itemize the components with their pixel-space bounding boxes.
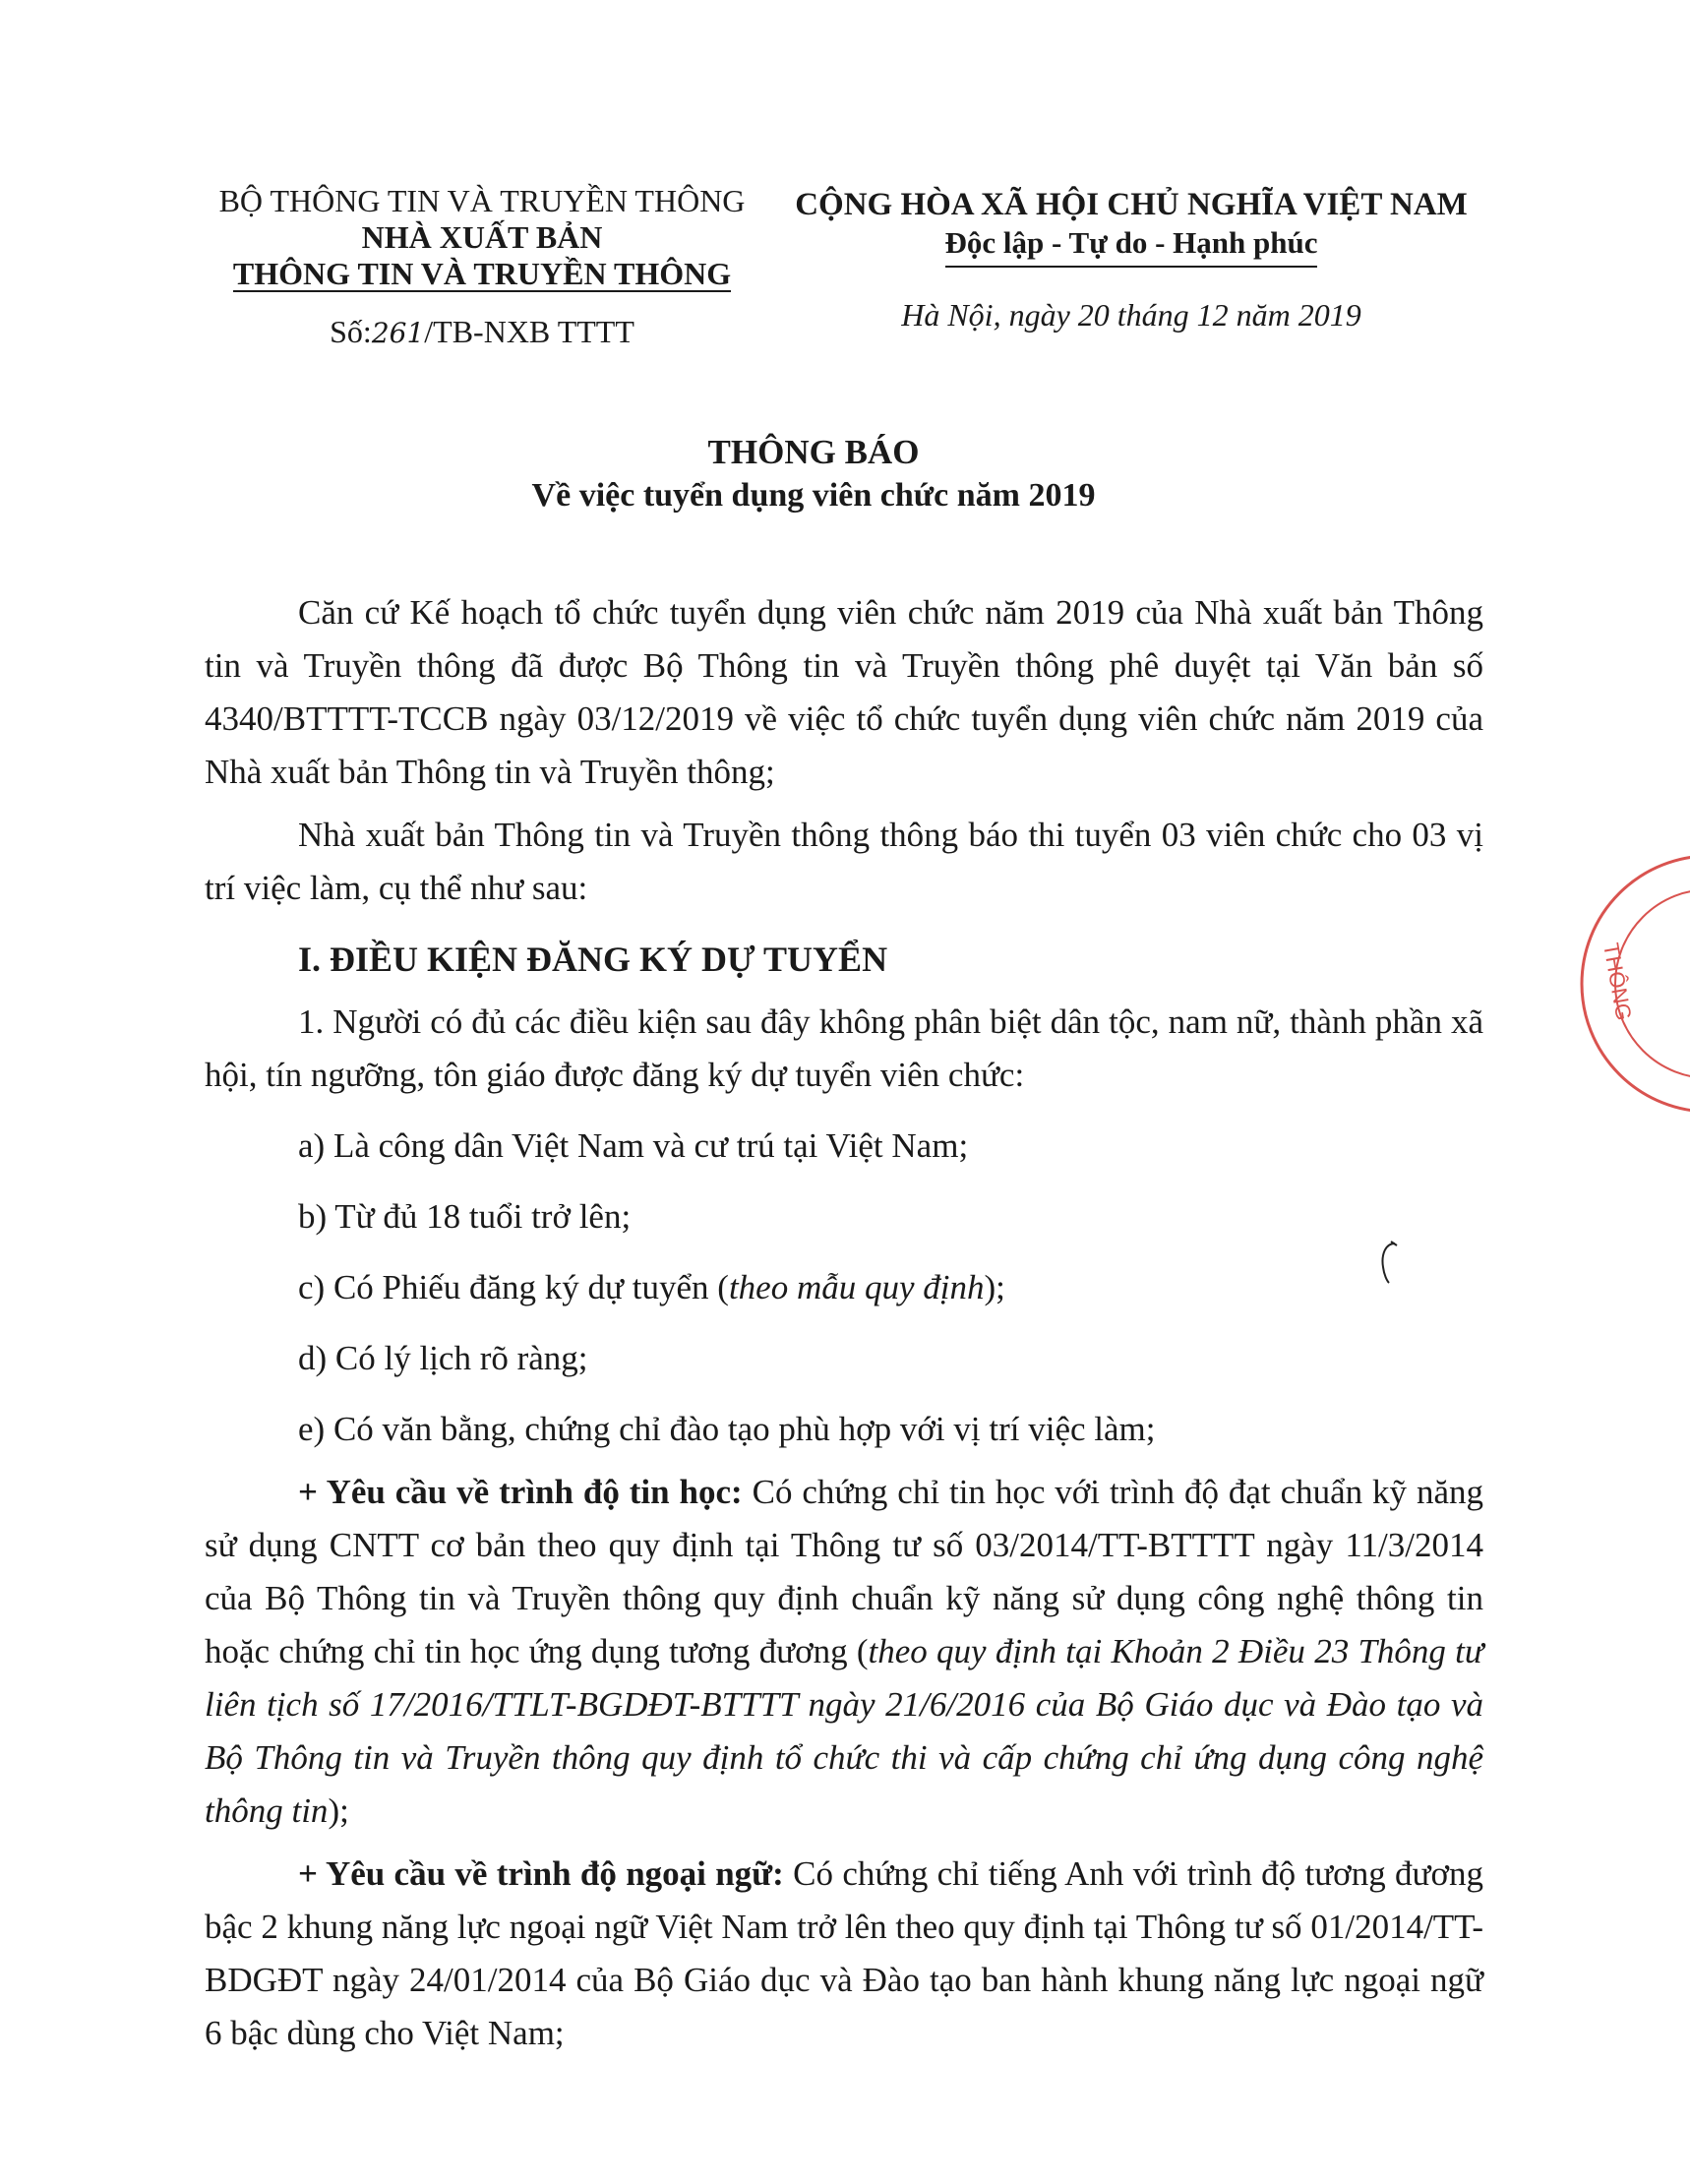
condition-item-b: b) Từ đủ 18 tuổi trở lên; (298, 1197, 632, 1236)
document-body (205, 586, 1483, 2060)
paragraph-announcement: Nhà xuất bản Thông tin và Truyền thông thông báo thi tuyển 03 viên chức cho 03 vị trí việc làm, cụ thể như sau: (205, 816, 1483, 907)
country-name: CỘNG HÒA XÃ HỘI CHỦ NGHĨA VIỆT NAM (795, 187, 1468, 222)
requirement-it-end: ); (328, 1791, 349, 1830)
pen-mark-stroke (1383, 1244, 1396, 1283)
section-heading-conditions: I. ĐIỀU KIỆN ĐĂNG KÝ DỰ TUYỂN (298, 940, 888, 979)
item-c-text: c) Có Phiếu đăng ký dự tuyển ( (298, 1268, 729, 1306)
condition-item-d: d) Có lý lịch rõ ràng; (298, 1339, 588, 1377)
national-motto: Độc lập - Tự do - Hạnh phúc (945, 224, 1318, 268)
requirement-it (205, 1466, 1483, 1838)
title-subtitle: Về việc tuyển dụng viên chức năm 2019 (531, 477, 1096, 514)
requirement-it-label: + Yêu cầu về trình độ tin học: (298, 1473, 743, 1511)
publisher-name-line2 (197, 256, 767, 292)
place-and-date: Hà Nội, ngày 20 tháng 12 năm 2019 (901, 297, 1361, 333)
doc-number-prefix: Số: (330, 314, 372, 349)
paragraph-legal-basis: Căn cứ Kế hoạch tổ chức tuyển dụng viên chức năm 2019 của Nhà xuất bản Thông tin và Truyền thông đã được Bộ Thông tin và Truyền thông phê duyệt tại Văn bản số 4340/BTTTT-TCCB ngày 03/12/2019 về việc tổ chức tuyển dụng viên chức năm 2019 của Nhà xuất bản Thông tin và Truyền thông; (205, 593, 1483, 791)
requirement-language-label: + Yêu cầu về trình độ ngoại ngữ: (298, 1854, 784, 1893)
requirement-it-italic: theo quy định tại Khoản 2 Điều 23 Thông tư liên tịch số 17/2016/TTLT-BGDĐT-BTTTT ngày 21/6/2016 của Bộ Giáo dục và Đào tạo và Bộ Thông tin và Truyền thông quy định tổ chức thi và cấp chứng chỉ ứng dụng công nghệ thông tin (205, 1632, 1483, 1830)
doc-number-handwritten: 261 (371, 317, 425, 349)
document-title (0, 431, 1627, 517)
condition-item-a: a) Là công dân Việt Nam và cư trú tại Việt Nam; (298, 1126, 969, 1165)
requirement-it-text: Có chứng chỉ tin học với trình độ đạt chuẩn kỹ năng sử dụng CNTT cơ bản theo quy định tại Thông tư số 03/2014/TT-BTTTT ngày 11/3/2014 của Bộ Thông tin và Truyền thông quy định chuẩn kỹ năng sử dụng công nghệ thông tin hoặc chứng chỉ tin học ứng dụng tương đương ( (205, 1473, 1484, 1670)
stamp-outer-ring (1582, 856, 1690, 1112)
document-number (197, 314, 767, 351)
issuer-block (197, 183, 767, 351)
stamp-text: THÔNG (1599, 940, 1637, 1023)
item-c-italic: theo mẫu quy định (728, 1268, 985, 1306)
requirement-language-text: Có chứng chỉ tiếng Anh với trình độ tương đương bậc 2 khung năng lực ngoại ngữ Việt Nam trở lên theo quy định tại Thông tư số 01/2014/TT-BDGĐT ngày 24/01/2014 của Bộ Giáo dục và Đào tạo ban hành khung năng lực ngoại ngữ 6 bậc dùng cho Việt Nam; (205, 1854, 1483, 2052)
condition-item-1: 1. Người có đủ các điều kiện sau đây không phân biệt dân tộc, nam nữ, thành phần xã hội, tín ngưỡng, tôn giáo được đăng ký dự tuyển viên chức: (205, 1002, 1483, 1094)
requirement-language (205, 1848, 1483, 2060)
publisher-name-line1: NHÀ XUẤT BẢN (361, 219, 603, 255)
title-main: THÔNG BÁO (707, 433, 920, 471)
ministry-name: BỘ THÔNG TIN VÀ TRUYỀN THÔNG (218, 183, 746, 218)
pen-mark (1373, 1238, 1403, 1287)
national-heading (787, 185, 1476, 334)
publisher-name-line2-text: THÔNG TIN VÀ TRUYỀN THÔNG (232, 256, 732, 291)
condition-item-e: e) Có văn bằng, chứng chỉ đào tạo phù hợp với vị trí việc làm; (298, 1410, 1156, 1448)
item-c-end: ); (984, 1268, 1005, 1306)
doc-number-suffix: /TB-NXB TTTT (424, 314, 634, 349)
red-stamp-fragment (1572, 846, 1690, 1122)
condition-item-c (205, 1261, 1483, 1314)
